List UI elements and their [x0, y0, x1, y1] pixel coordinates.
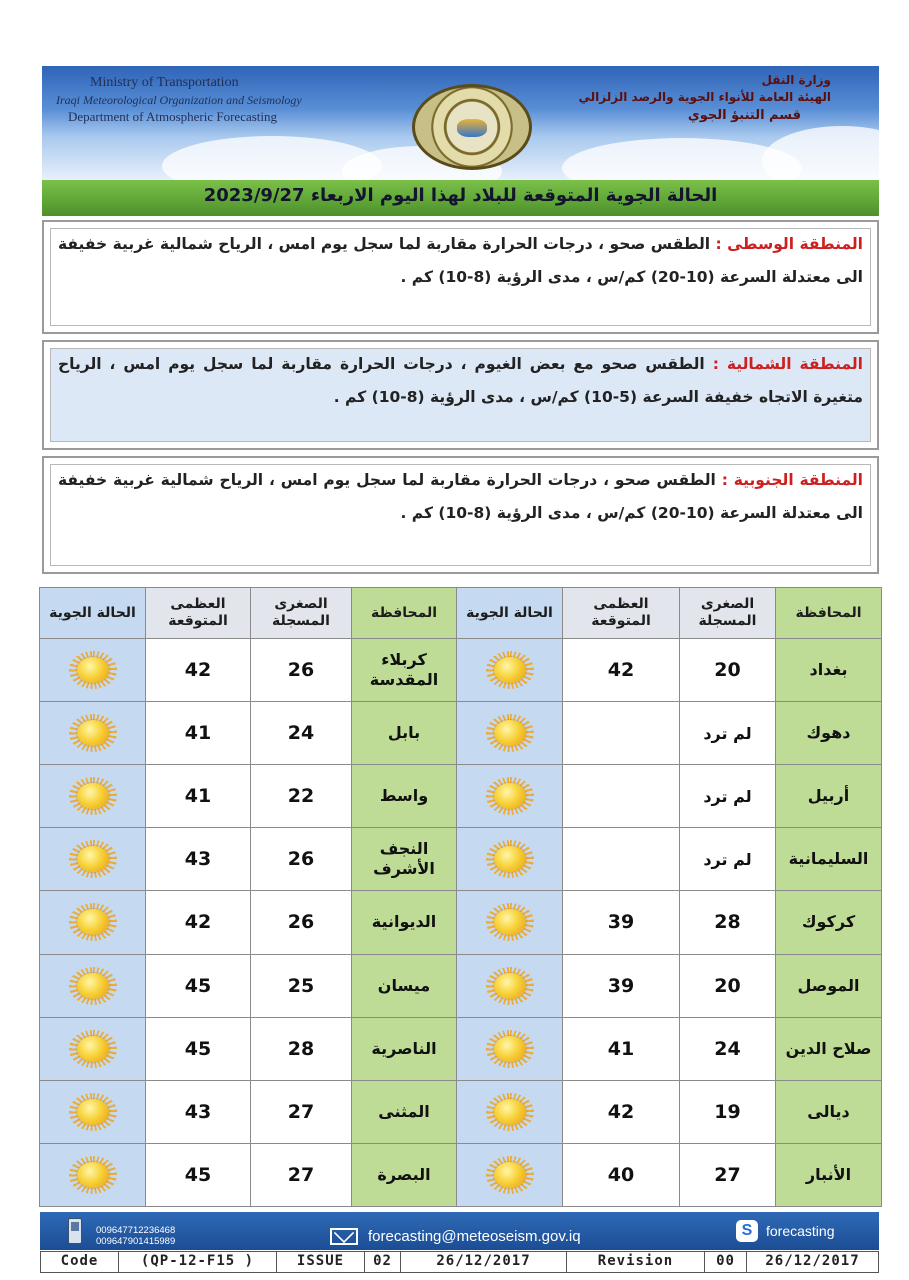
right-province-cell: كركوك [776, 891, 882, 954]
sun-icon [483, 1092, 537, 1132]
left-min-cell: 25 [251, 954, 352, 1017]
left-province-cell: كربلاء المقدسة [352, 639, 457, 702]
email-address: forecasting@meteoseism.gov.iq [368, 1228, 581, 1245]
header-banner [42, 66, 879, 180]
arabic-heading [579, 72, 831, 125]
left-condition-cell [40, 828, 146, 891]
right-max-cell [563, 828, 680, 891]
left-max-cell: 45 [146, 954, 251, 1017]
department-name-ar: قسم التنبؤ الجوي [687, 108, 801, 123]
left-min-cell: 26 [251, 891, 352, 954]
phone-icon [68, 1218, 82, 1244]
organization-logo [412, 84, 532, 170]
skype-icon: S [736, 1220, 758, 1242]
sun-icon [66, 650, 120, 690]
left-province-cell: البصرة [352, 1143, 457, 1206]
region-south-text [58, 464, 863, 530]
right-province-cell: بغداد [776, 639, 882, 702]
region-description: الطقس صحو ، درجات الحرارة مقاربة لما سجل يوم امس ، الرياح شمالية غربية خفيفة الى معتدلة السرعة (10-20) كم/س ، مدى الرؤية (8-10) كم . [58, 235, 863, 286]
table-row [40, 1143, 882, 1206]
region-central-text [58, 228, 863, 294]
right-condition-cell [457, 702, 563, 765]
sun-icon [483, 650, 537, 690]
left-max-cell: 42 [146, 891, 251, 954]
left-max-cell: 43 [146, 828, 251, 891]
right-max-cell: 39 [563, 954, 680, 1017]
left-province-cell: بابل [352, 702, 457, 765]
sun-icon [483, 966, 537, 1006]
right-province-cell: صلاح الدين [776, 1017, 882, 1080]
sun-icon [483, 1029, 537, 1069]
table-row [40, 765, 882, 828]
header-min: الصغرى المسجلة [251, 588, 352, 639]
right-province-cell: ديالى [776, 1080, 882, 1143]
right-condition-cell [457, 891, 563, 954]
header-max: العظمى المتوقعة [146, 588, 251, 639]
right-min-cell: 20 [680, 954, 776, 1017]
left-max-cell: 42 [146, 639, 251, 702]
right-condition-cell [457, 1143, 563, 1206]
right-max-cell [563, 702, 680, 765]
sun-icon [66, 713, 120, 753]
left-condition-cell [40, 891, 146, 954]
contact-footer [40, 1212, 879, 1250]
right-condition-cell [457, 954, 563, 1017]
right-min-cell: 28 [680, 891, 776, 954]
right-condition-cell [457, 828, 563, 891]
phone-number: 009647712236468 [96, 1225, 176, 1236]
right-province-cell: دهوك [776, 702, 882, 765]
header-condition: الحالة الجوية [40, 588, 146, 639]
title-bar [42, 180, 879, 216]
right-condition-cell [457, 765, 563, 828]
code-label: Code [41, 1252, 119, 1272]
right-min-cell: لم ترد [680, 702, 776, 765]
left-province-cell: الديوانية [352, 891, 457, 954]
table-row [40, 639, 882, 702]
issue-date: 26/12/2017 [401, 1252, 567, 1272]
table-row [40, 828, 882, 891]
left-condition-cell [40, 954, 146, 1017]
organization-name: Iraqi Meteorological Organization and Seismology [56, 93, 302, 107]
issue-number: 02 [365, 1252, 401, 1272]
sun-icon [66, 1155, 120, 1195]
left-province-cell: المثنى [352, 1080, 457, 1143]
sun-icon [483, 713, 537, 753]
right-max-cell: 39 [563, 891, 680, 954]
left-min-cell: 24 [251, 702, 352, 765]
ministry-name: Ministry of Transportation [90, 75, 239, 90]
right-min-cell: لم ترد [680, 828, 776, 891]
sun-icon [483, 902, 537, 942]
region-name: المنطقة الجنوبية : [721, 471, 863, 489]
left-condition-cell [40, 1143, 146, 1206]
right-max-cell: 40 [563, 1143, 680, 1206]
left-min-cell: 22 [251, 765, 352, 828]
code-value: (QP-12-F15 ) [119, 1252, 277, 1272]
ministry-name-ar: وزارة النقل [761, 73, 831, 87]
left-condition-cell [40, 1017, 146, 1080]
department-name: Department of Atmospheric Forecasting [68, 109, 278, 124]
revision-number: 00 [705, 1252, 747, 1272]
table-header-row [40, 588, 882, 639]
page-title: الحالة الجوية المتوقعة للبلاد لهذا اليوم الاربعاء 2023/9/27 [203, 185, 718, 206]
right-min-cell: 27 [680, 1143, 776, 1206]
sun-icon [66, 966, 120, 1006]
sun-icon [66, 1092, 120, 1132]
revision-date: 26/12/2017 [765, 1253, 860, 1269]
sun-icon [66, 839, 120, 879]
right-condition-cell [457, 639, 563, 702]
sun-icon [483, 1155, 537, 1195]
right-max-cell [563, 765, 680, 828]
region-name: المنطقة الشمالية : [712, 355, 863, 373]
left-province-cell: الناصرية [352, 1017, 457, 1080]
left-province-cell: ميسان [352, 954, 457, 1017]
header-condition: الحالة الجوية [457, 588, 563, 639]
sun-icon [483, 776, 537, 816]
english-heading [56, 74, 302, 126]
header-province: المحافظة [352, 588, 457, 639]
right-province-cell: أربيل [776, 765, 882, 828]
left-min-cell: 26 [251, 639, 352, 702]
left-condition-cell [40, 639, 146, 702]
phone-numbers [96, 1225, 175, 1247]
right-max-cell: 41 [563, 1017, 680, 1080]
right-min-cell: 20 [680, 639, 776, 702]
region-central [42, 220, 879, 334]
left-condition-cell [40, 1080, 146, 1143]
left-min-cell: 26 [251, 828, 352, 891]
sun-icon [66, 902, 120, 942]
right-province-cell: السليمانية [776, 828, 882, 891]
right-max-cell: 42 [563, 1080, 680, 1143]
left-province-cell: واسط [352, 765, 457, 828]
left-max-cell: 41 [146, 765, 251, 828]
table-row [40, 1080, 882, 1143]
skype-handle: forecasting [766, 1223, 835, 1239]
organization-name-ar: الهيئة العامة للأنواء الجوية والرصد الزلزالي [578, 90, 831, 104]
left-min-cell: 27 [251, 1080, 352, 1143]
revision-label: Revision [567, 1252, 705, 1272]
left-condition-cell [40, 765, 146, 828]
left-province-cell: النجف الأشرف [352, 828, 457, 891]
right-min-cell: 19 [680, 1080, 776, 1143]
header-province: المحافظة [776, 588, 882, 639]
table-row [40, 954, 882, 1017]
header-max: العظمى المتوقعة [563, 588, 680, 639]
left-max-cell: 43 [146, 1080, 251, 1143]
right-condition-cell [457, 1017, 563, 1080]
phone-number: 009647901415989 [96, 1236, 176, 1247]
region-description: الطقس صحو ، درجات الحرارة مقاربة لما سجل يوم امس ، الرياح شمالية غربية خفيفة الى معتدلة السرعة (10-20) كم/س ، مدى الرؤية (8-10) كم . [58, 471, 863, 522]
document-code-bar [40, 1251, 879, 1273]
region-north [42, 340, 879, 450]
envelope-icon [330, 1228, 358, 1245]
table-row [40, 1017, 882, 1080]
left-min-cell: 28 [251, 1017, 352, 1080]
sun-icon [66, 776, 120, 816]
sun-icon [483, 839, 537, 879]
right-max-cell: 42 [563, 639, 680, 702]
left-max-cell: 45 [146, 1143, 251, 1206]
right-province-cell: الموصل [776, 954, 882, 1017]
region-north-text [58, 348, 863, 414]
region-description: الطقس صحو مع بعض الغيوم ، درجات الحرارة مقاربة لما سجل يوم امس ، الرياح متغيرة الاتجاه خفيفة السرعة (5-10) كم/س ، مدى الرؤية (8-10) كم . [58, 355, 863, 406]
left-condition-cell [40, 702, 146, 765]
left-max-cell: 45 [146, 1017, 251, 1080]
table-row [40, 702, 882, 765]
forecast-table [39, 587, 882, 1207]
region-south [42, 456, 879, 574]
left-min-cell: 27 [251, 1143, 352, 1206]
left-max-cell: 41 [146, 702, 251, 765]
region-name: المنطقة الوسطى : [715, 235, 863, 253]
right-condition-cell [457, 1080, 563, 1143]
right-min-cell: لم ترد [680, 765, 776, 828]
header-min: الصغرى المسجلة [680, 588, 776, 639]
sun-icon [66, 1029, 120, 1069]
issue-label: ISSUE [277, 1252, 365, 1272]
table-row [40, 891, 882, 954]
right-province-cell: الأنبار [776, 1143, 882, 1206]
right-min-cell: 24 [680, 1017, 776, 1080]
